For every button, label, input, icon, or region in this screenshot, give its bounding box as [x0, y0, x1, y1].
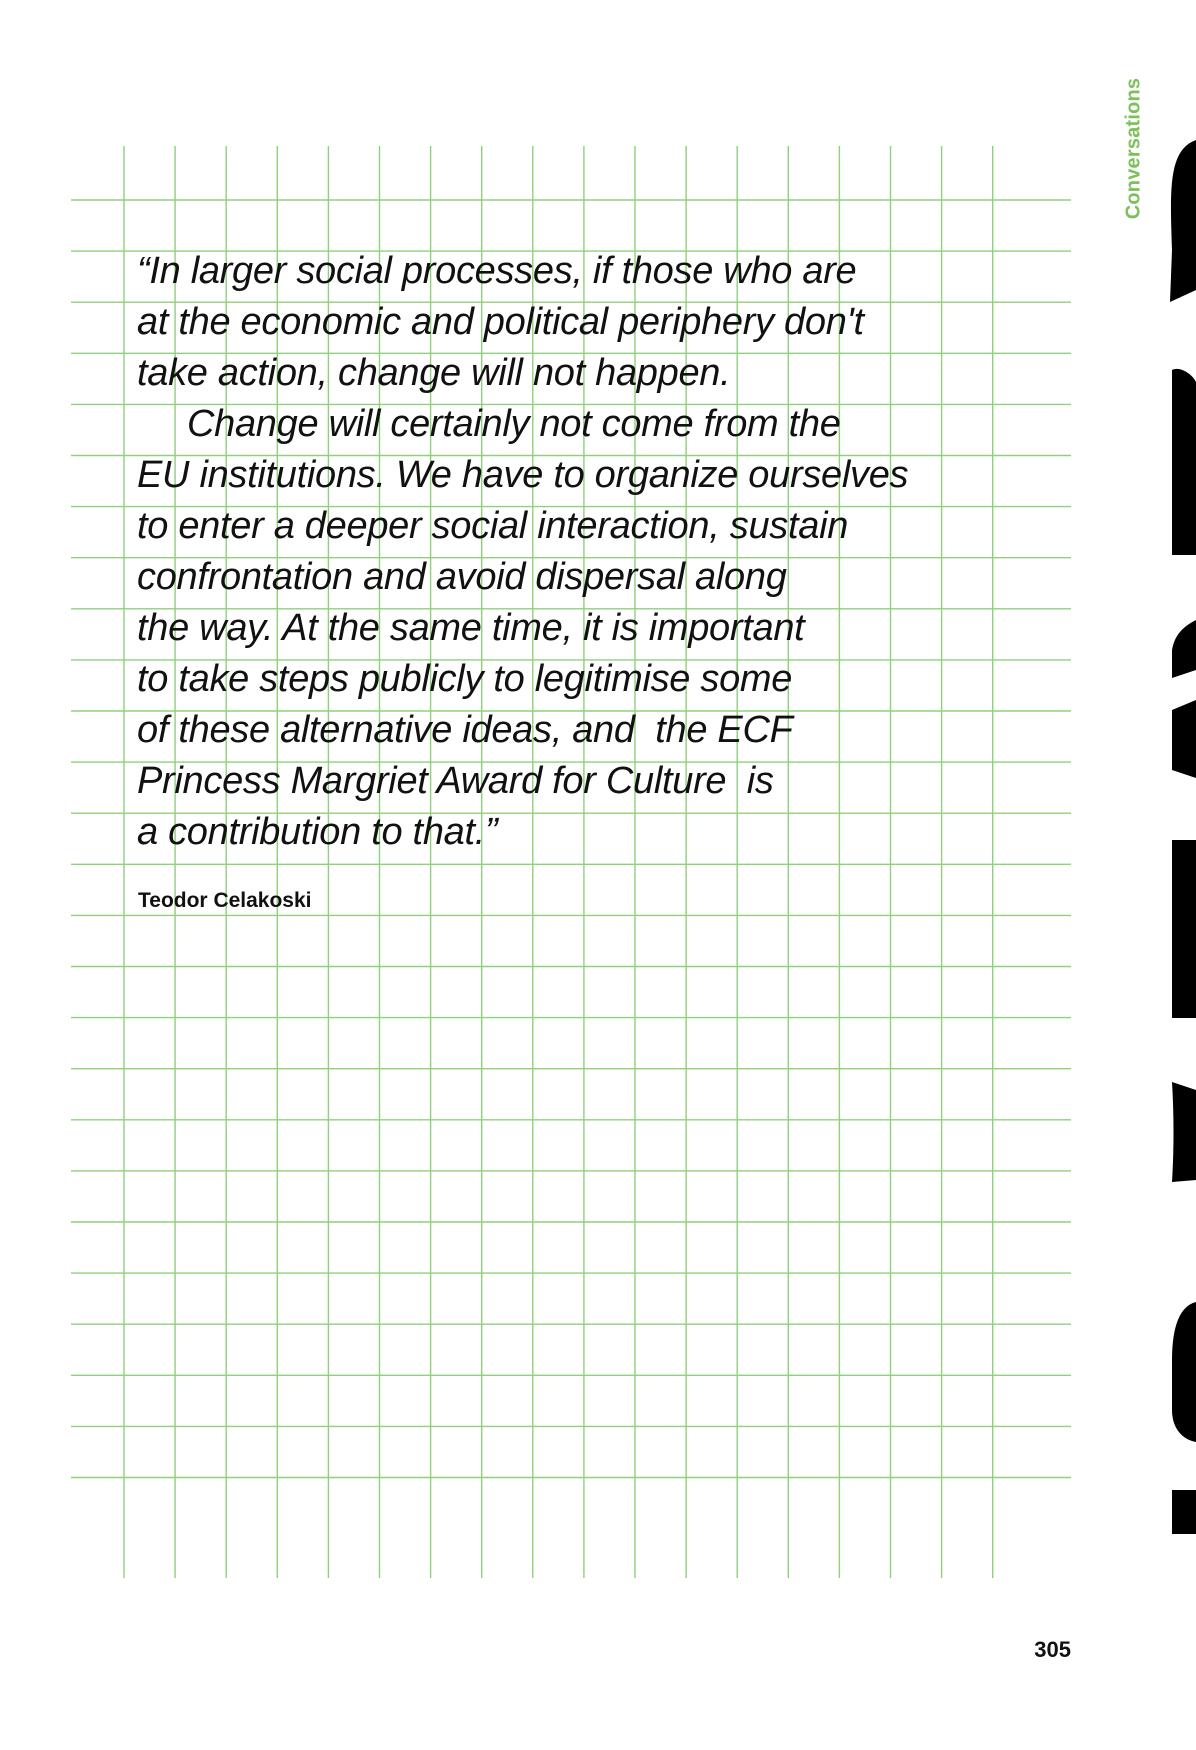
- section-label-text: Conversations: [1122, 77, 1145, 219]
- quote-line: of these alternative ideas, and the ECF: [137, 709, 793, 751]
- side-decoration-icon: [1140, 130, 1196, 1590]
- quote-author: Teodor Celakoski: [138, 889, 312, 912]
- quote-line: confrontation and avoid dispersal along: [137, 556, 787, 598]
- quote-line: EU institutions. We have to organize ourselves: [137, 454, 909, 496]
- quote-line: to enter a deeper social interaction, sustain: [137, 505, 849, 547]
- quote-line: Princess Margriet Award for Culture is: [137, 760, 774, 802]
- quote-line: take action, change will not happen.: [137, 352, 731, 394]
- quote-line: “In larger social processes, if those who are: [137, 250, 857, 292]
- quote-line: Change will certainly not come from the: [187, 403, 841, 445]
- quote-line: a contribution to that.”: [137, 811, 498, 853]
- quote-line: the way. At the same time, it is important: [137, 607, 805, 649]
- pull-quote: [137, 246, 1037, 858]
- quote-line: to take steps publicly to legitimise some: [137, 658, 793, 700]
- page-number: 305: [1034, 1637, 1071, 1662]
- quote-line: at the economic and political periphery don't: [137, 301, 864, 343]
